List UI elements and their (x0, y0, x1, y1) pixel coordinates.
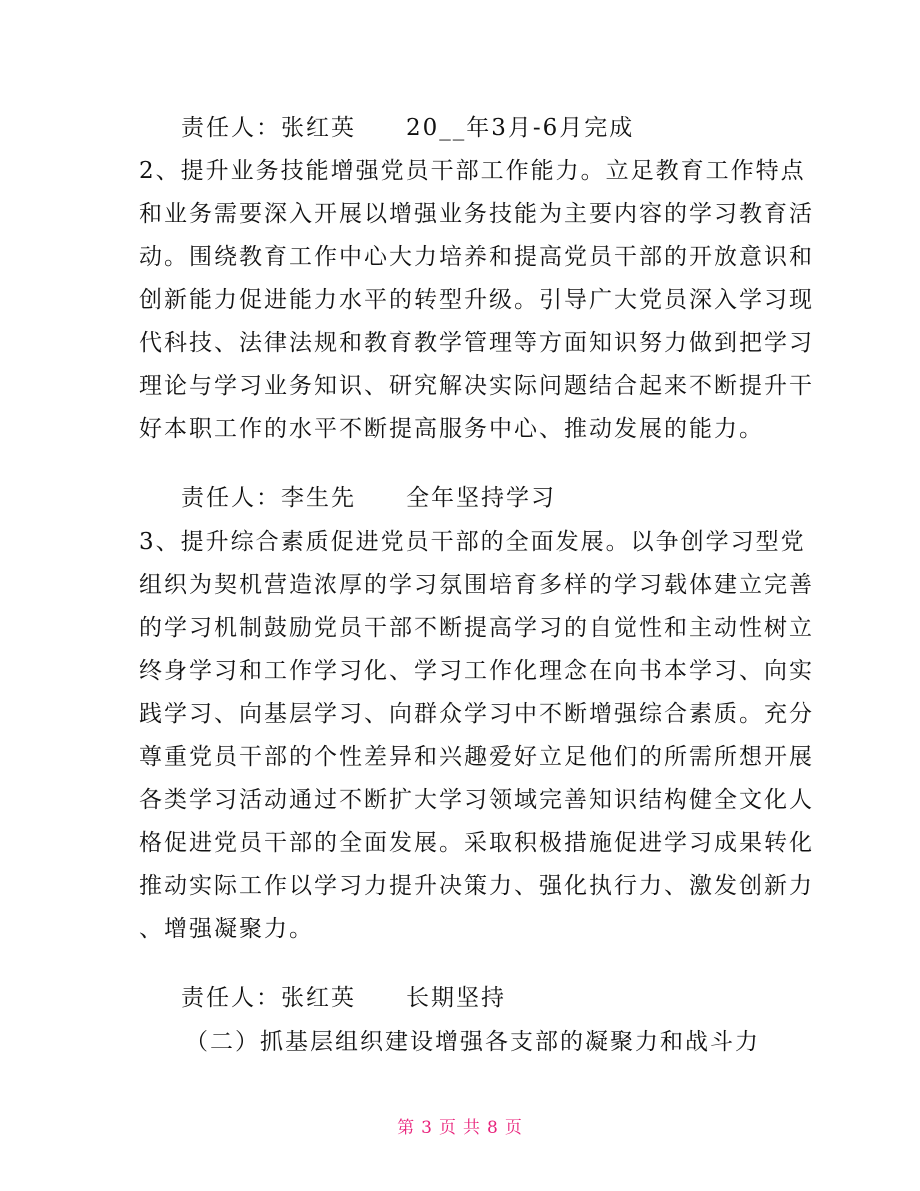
paragraph-line: 尊重党员干部的个性差异和兴趣爱好立足他们的所需所想开展 (139, 744, 814, 770)
paragraph-line: 各类学习活动通过不断扩大学习领域完善知识结构健全文化人 (139, 787, 814, 813)
responsible-label: 责任人：张红英 (181, 115, 356, 141)
paragraph-line: 代科技、法律法规和教育教学管理等方面知识努力做到把学习 (139, 330, 814, 356)
footer-total-pages: 8 (487, 1118, 499, 1138)
responsible-schedule: 长期坚持 (406, 985, 506, 1011)
responsible-schedule: 全年坚持学习 (406, 485, 556, 511)
responsible-schedule: 20__年3月-6月完成 (406, 115, 635, 141)
responsible-line-3 (181, 983, 506, 1013)
paragraph-line: 3、提升综合素质促进党员干部的全面发展。以争创学习型党 (139, 529, 806, 555)
paragraph-line: 、增强凝聚力。 (139, 916, 314, 942)
paragraph-line: 推动实际工作以学习力提升决策力、强化执行力、激发创新力 (139, 873, 814, 899)
paragraph-line: 和业务需要深入开展以增强业务技能为主要内容的学习教育活 (139, 201, 814, 227)
paragraph-line: 2、提升业务技能增强党员干部工作能力。立足教育工作特点 (139, 158, 806, 184)
paragraph-line: 创新能力促进能力水平的转型升级。引导广大党员深入学习现 (139, 287, 814, 313)
responsible-label: 责任人：李生先 (181, 485, 356, 511)
paragraph-line: 理论与学习业务知识、研究解决实际问题结合起来不断提升干 (139, 373, 814, 399)
section-heading: （二）抓基层组织建设增强各支部的凝聚力和战斗力 (185, 1029, 760, 1055)
paragraph-line: 践学习、向基层学习、向群众学习中不断增强综合素质。充分 (139, 701, 814, 727)
footer-page-number: 3 (421, 1118, 433, 1138)
responsible-label: 责任人：张红英 (181, 985, 356, 1011)
footer-suffix: 页 (504, 1118, 523, 1138)
paragraph-line: 的学习机制鼓励党员干部不断提高学习的自觉性和主动性树立 (139, 615, 814, 641)
footer-prefix: 第 (397, 1118, 416, 1138)
responsible-line-1 (181, 113, 634, 143)
footer-total-label: 共 (463, 1118, 481, 1138)
paragraph-line: 好本职工作的水平不断提高服务中心、推动发展的能力。 (139, 416, 764, 442)
paragraph-line: 动。围绕教育工作中心大力培养和提高党员干部的开放意识和 (139, 244, 814, 270)
paragraph-line: 组织为契机营造浓厚的学习氛围培育多样的学习载体建立完善 (139, 572, 814, 598)
paragraph-line: 终身学习和工作学习化、学习工作化理念在向书本学习、向实 (139, 658, 814, 684)
paragraph-line: 格促进党员干部的全面发展。采取积极措施促进学习成果转化 (139, 830, 814, 856)
footer-page-word: 页 (439, 1118, 457, 1138)
page-footer (0, 1113, 920, 1138)
responsible-line-2 (181, 483, 556, 513)
